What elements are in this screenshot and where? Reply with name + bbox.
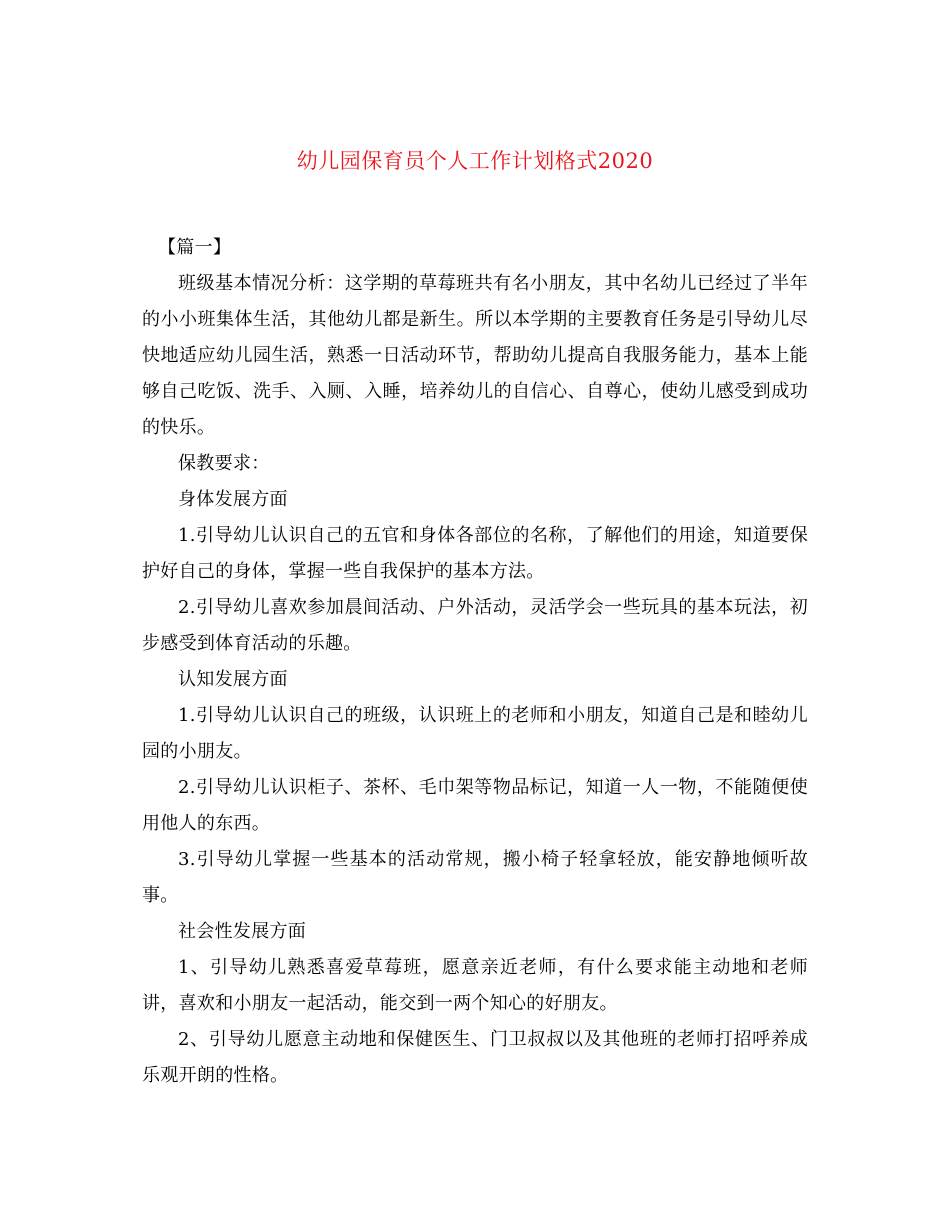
paragraph-cognitive-3: 3.引导幼儿掌握一些基本的活动常规，搬小椅子轻拿轻放，能安静地倾听故事。 — [142, 849, 808, 906]
paragraph-physical-1: 1.引导幼儿认识自己的五官和身体各部位的名称，了解他们的用途，知道要保护好自己的身体，掌握一些自我保护的基本方法。 — [142, 525, 808, 582]
paragraph-care-requirements: 保教要求： — [178, 453, 270, 474]
heading-physical-development: 身体发展方面 — [178, 489, 288, 510]
heading-cognitive-development: 认知发展方面 — [178, 669, 288, 690]
paragraph-cognitive-1: 1.引导幼儿认识自己的班级，认识班上的老师和小朋友，知道自己是和睦幼儿园的小朋友。 — [142, 705, 808, 762]
paragraph-class-analysis: 班级基本情况分析：这学期的草莓班共有名小朋友，其中名幼儿已经过了半年的小小班集体生活，其他幼儿都是新生。所以本学期的主要教育任务是引导幼儿尽快地适应幼儿园生活，熟悉一日活动环节，帮助幼儿提高自我服务能力，基本上能够自己吃饭、洗手、入厕、入睡，培养幼儿的自信心、自尊心，使幼儿感受到成功的快乐。 — [142, 273, 808, 438]
paragraph-physical-2: 2.引导幼儿喜欢参加晨间活动、户外活动，灵活学会一些玩具的基本玩法，初步感受到体育活动的乐趣。 — [142, 597, 808, 654]
document-title: 幼儿园保育员个人工作计划格式2020 — [296, 149, 654, 173]
document-body — [142, 230, 808, 1094]
paragraph-social-2: 2、引导幼儿愿意主动地和保健医生、门卫叔叔以及其他班的老师打招呼养成乐观开朗的性格。 — [142, 1029, 808, 1086]
heading-social-development: 社会性发展方面 — [178, 921, 307, 942]
paragraph-cognitive-2: 2.引导幼儿认识柜子、茶杯、毛巾架等物品标记，知道一人一物，不能随便使用他人的东西。 — [142, 777, 808, 834]
paragraph-social-1: 1、引导幼儿熟悉喜爱草莓班，愿意亲近老师，有什么要求能主动地和老师讲，喜欢和小朋友一起活动，能交到一两个知心的好朋友。 — [142, 957, 808, 1014]
section-label: 【篇一】 — [158, 237, 232, 258]
